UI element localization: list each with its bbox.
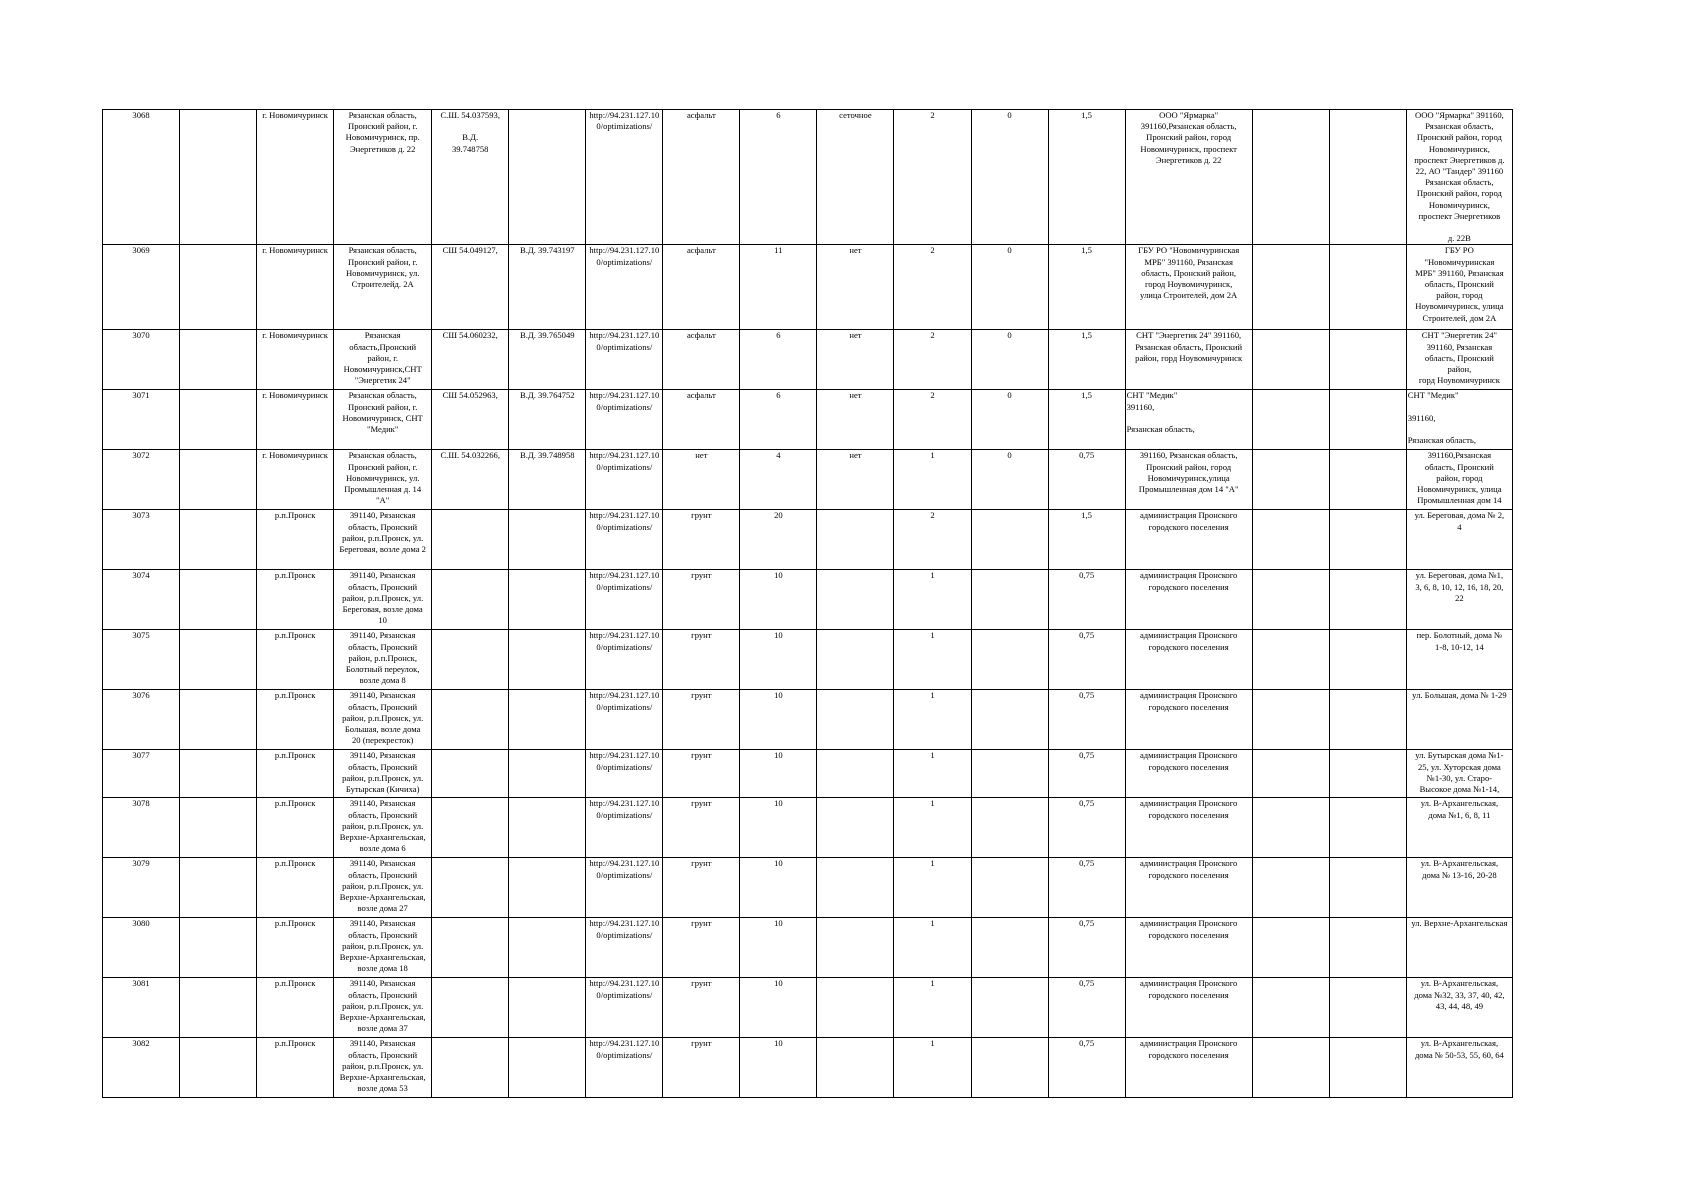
cell-volume: 0,75 [1048, 978, 1125, 1038]
cell-containers: 1 [894, 690, 971, 750]
cell-col-2 [180, 630, 257, 690]
cell-surface: грунт [663, 750, 740, 798]
cell-owner: администрация Пронского городского поселения [1125, 570, 1252, 630]
cell-containers: 1 [894, 798, 971, 858]
cell-locality: р.п.Пронск [257, 690, 334, 750]
cell-served-objects: ул. В-Архангельская, дома № 50-53, 55, 60, 64 [1406, 1038, 1512, 1098]
cell-latitude [432, 1038, 509, 1098]
cell-address: Рязанская область,Пронский район, г. Новомичуринск,СНТ "Энергетик 24" [334, 330, 432, 390]
cell-locality: р.п.Пронск [257, 510, 334, 570]
cell-col-15 [1252, 330, 1329, 390]
cell-owner: ООО "Ярмарка" 391160,Рязанская область, Пронский район, город Новомичуринск, проспект Энергетиков д. 22 [1125, 110, 1252, 245]
table-row [103, 1038, 1513, 1098]
cell-locality: р.п.Пронск [257, 750, 334, 798]
cell-surface: асфальт [663, 110, 740, 245]
cell-row-number: 3079 [103, 858, 180, 918]
cell-latitude: С.Ш. 54.032266, [432, 450, 509, 510]
cell-latitude [432, 630, 509, 690]
cell-longitude: В.Д. 39.765049 [509, 330, 586, 390]
cell-area: 10 [740, 570, 817, 630]
cell-served-objects: пер. Болотный, дома № 1-8, 10-12, 14 [1406, 630, 1512, 690]
cell-map-link[interactable]: http://94.231.127.10 0/optimizations/ [586, 570, 663, 630]
cell-col-15 [1252, 918, 1329, 978]
cell-surface: нет [663, 450, 740, 510]
cell-containers: 1 [894, 1038, 971, 1098]
cell-served-objects: ул. Береговая, дома №1, 3, 6, 8, 10, 12, 16, 18, 20, 22 [1406, 570, 1512, 630]
cell-fence [817, 1038, 894, 1098]
cell-col-15 [1252, 630, 1329, 690]
cell-area: 11 [740, 245, 817, 330]
cell-fence [817, 510, 894, 570]
cell-map-link[interactable]: http://94.231.127.10 0/optimizations/ [586, 978, 663, 1038]
cell-col-16 [1329, 858, 1406, 918]
cell-surface: грунт [663, 918, 740, 978]
cell-fence [817, 978, 894, 1038]
cell-address: 391140, Рязанская область, Пронский район, р.п.Пронск, ул. Верхне-Архангельская, возле дома 27 [334, 858, 432, 918]
cell-map-link[interactable]: http://94.231.127.10 0/optimizations/ [586, 630, 663, 690]
cell-col-16 [1329, 690, 1406, 750]
cell-row-number: 3073 [103, 510, 180, 570]
cell-containers: 1 [894, 978, 971, 1038]
cell-area: 6 [740, 390, 817, 450]
cell-row-number: 3081 [103, 978, 180, 1038]
cell-surface: грунт [663, 798, 740, 858]
cell-col-16 [1329, 1038, 1406, 1098]
table-row [103, 690, 1513, 750]
cell-row-number: 3068 [103, 110, 180, 245]
cell-locality: г. Новомичуринск [257, 450, 334, 510]
cell-col-15 [1252, 450, 1329, 510]
table-row [103, 330, 1513, 390]
cell-map-link[interactable]: http://94.231.127.10 0/optimizations/ [586, 690, 663, 750]
cell-col-16 [1329, 245, 1406, 330]
cell-longitude [509, 570, 586, 630]
cell-served-objects: ООО "Ярмарка" 391160, Рязанская область, Пронский район, город Новомичуринск, проспект Энергетиков д. 22, АО "Тандер" 391160 Рязанская область, Пронский район, город Новомичуринск, проспект Энергетиков д. 22В [1406, 110, 1512, 245]
cell-col-16 [1329, 110, 1406, 245]
cell-latitude [432, 510, 509, 570]
table-row [103, 918, 1513, 978]
cell-latitude [432, 750, 509, 798]
cell-col-15 [1252, 245, 1329, 330]
cell-bunkers [971, 750, 1048, 798]
cell-area: 10 [740, 858, 817, 918]
cell-fence [817, 798, 894, 858]
cell-map-link[interactable]: http://94.231.127.10 0/optimizations/ [586, 245, 663, 330]
cell-longitude: В.Д. 39.748958 [509, 450, 586, 510]
cell-address: 391140, Рязанская область, Пронский район, р.п.Пронск, ул. Бутырская (Кичиха) [334, 750, 432, 798]
cell-longitude [509, 750, 586, 798]
cell-containers: 2 [894, 245, 971, 330]
cell-served-objects: СНТ "Энергетик 24" 391160, Рязанская область, Пронский район, горд Ноувомичуринск [1406, 330, 1512, 390]
cell-bunkers: 0 [971, 390, 1048, 450]
cell-area: 10 [740, 978, 817, 1038]
cell-locality: р.п.Пронск [257, 570, 334, 630]
cell-fence [817, 570, 894, 630]
cell-owner: администрация Пронского городского поселения [1125, 630, 1252, 690]
cell-col-15 [1252, 798, 1329, 858]
cell-fence [817, 630, 894, 690]
cell-map-link[interactable]: http://94.231.127.10 0/optimizations/ [586, 1038, 663, 1098]
cell-address: 391140, Рязанская область, Пронский район, р.п.Пронск, ул. Верхне-Архангельская, возле дома 53 [334, 1038, 432, 1098]
cell-owner: администрация Пронского городского поселения [1125, 918, 1252, 978]
cell-col-15 [1252, 1038, 1329, 1098]
cell-locality: г. Новомичуринск [257, 245, 334, 330]
cell-longitude [509, 690, 586, 750]
cell-served-objects: ул. Большая, дома № 1-29 [1406, 690, 1512, 750]
cell-col-2 [180, 110, 257, 245]
cell-col-16 [1329, 450, 1406, 510]
table-row [103, 110, 1513, 245]
cell-col-2 [180, 978, 257, 1038]
cell-area: 10 [740, 750, 817, 798]
cell-address: 391140, Рязанская область, Пронский район, р.п.Пронск, ул. Верхне-Архангельская, возле дома 37 [334, 978, 432, 1038]
cell-map-link[interactable]: http://94.231.127.10 0/optimizations/ [586, 390, 663, 450]
cell-address: Рязанская область, Пронский район, г. Новомичуринск, СНТ "Медик" [334, 390, 432, 450]
cell-col-15 [1252, 750, 1329, 798]
cell-surface: грунт [663, 978, 740, 1038]
cell-area: 20 [740, 510, 817, 570]
cell-col-16 [1329, 330, 1406, 390]
cell-longitude [509, 798, 586, 858]
cell-served-objects: ул. В-Архангельская, дома №1, 6, 8, 11 [1406, 798, 1512, 858]
cell-fence [817, 750, 894, 798]
cell-address: 391140, Рязанская область, Пронский район, р.п.Пронск, ул. Верхне-Архангельская, возле дома 18 [334, 918, 432, 978]
cell-volume: 1,5 [1048, 330, 1125, 390]
cell-latitude: СШ 54.052963, [432, 390, 509, 450]
cell-surface: грунт [663, 858, 740, 918]
cell-col-16 [1329, 978, 1406, 1038]
cell-locality: р.п.Пронск [257, 798, 334, 858]
cell-containers: 1 [894, 450, 971, 510]
cell-map-link[interactable]: http://94.231.127.10 0/optimizations/ [586, 798, 663, 858]
cell-longitude [509, 110, 586, 245]
cell-row-number: 3080 [103, 918, 180, 978]
cell-area: 10 [740, 798, 817, 858]
cell-row-number: 3070 [103, 330, 180, 390]
cell-surface: асфальт [663, 330, 740, 390]
cell-col-15 [1252, 978, 1329, 1038]
cell-bunkers: 0 [971, 450, 1048, 510]
cell-fence [817, 690, 894, 750]
cell-row-number: 3071 [103, 390, 180, 450]
cell-row-number: 3082 [103, 1038, 180, 1098]
cell-col-15 [1252, 690, 1329, 750]
cell-latitude [432, 798, 509, 858]
cell-volume: 0,75 [1048, 918, 1125, 978]
cell-col-2 [180, 750, 257, 798]
cell-longitude: В.Д. 39.743197 [509, 245, 586, 330]
cell-volume: 0,75 [1048, 858, 1125, 918]
cell-locality: г. Новомичуринск [257, 330, 334, 390]
cell-containers: 1 [894, 570, 971, 630]
cell-owner: администрация Пронского городского поселения [1125, 690, 1252, 750]
cell-bunkers [971, 690, 1048, 750]
cell-served-objects: 391160,Рязанская область, Пронский район, город Новомичуринск, улица Промышленная дом 14 [1406, 450, 1512, 510]
cell-fence: нет [817, 245, 894, 330]
cell-longitude [509, 858, 586, 918]
cell-col-15 [1252, 570, 1329, 630]
cell-served-objects: ул. В-Архангельская, дома №32, 33, 37, 40, 42, 43, 44, 48, 49 [1406, 978, 1512, 1038]
table-row [103, 510, 1513, 570]
cell-containers: 1 [894, 750, 971, 798]
table-row [103, 858, 1513, 918]
cell-row-number: 3078 [103, 798, 180, 858]
cell-volume: 1,5 [1048, 245, 1125, 330]
table-row [103, 798, 1513, 858]
cell-locality: р.п.Пронск [257, 858, 334, 918]
cell-col-2 [180, 858, 257, 918]
cell-bunkers [971, 858, 1048, 918]
cell-col-16 [1329, 750, 1406, 798]
cell-latitude [432, 690, 509, 750]
cell-volume: 0,75 [1048, 1038, 1125, 1098]
cell-locality: р.п.Пронск [257, 978, 334, 1038]
cell-latitude [432, 918, 509, 978]
cell-locality: г. Новомичуринск [257, 110, 334, 245]
cell-col-16 [1329, 390, 1406, 450]
cell-latitude: С.Ш. 54.037593, В.Д. 39.748758 [432, 110, 509, 245]
cell-surface: грунт [663, 1038, 740, 1098]
cell-served-objects: ГБУ РО "Новомичуринская МРБ" 391160, Рязанская область, Пронский район, город Ноувомичуринск, улица Строителей, дом 2А [1406, 245, 1512, 330]
cell-owner: администрация Пронского городского поселения [1125, 978, 1252, 1038]
cell-served-objects: ул. Бутырская дома №1- 25, ул. Хуторская дома №1-30, ул. Старо- Высокое дома №1-14, [1406, 750, 1512, 798]
cell-address: 391140, Рязанская область, Пронский район, р.п.Пронск, ул. Береговая, возле дома 2 [334, 510, 432, 570]
cell-volume: 0,75 [1048, 690, 1125, 750]
cell-volume: 1,5 [1048, 510, 1125, 570]
cell-area: 4 [740, 450, 817, 510]
table-body [103, 110, 1513, 1098]
cell-surface: грунт [663, 570, 740, 630]
table-row [103, 245, 1513, 330]
cell-surface: грунт [663, 510, 740, 570]
cell-map-link[interactable]: http://94.231.127.10 0/optimizations/ [586, 750, 663, 798]
cell-map-link[interactable]: http://94.231.127.10 0/optimizations/ [586, 450, 663, 510]
cell-longitude [509, 510, 586, 570]
cell-bunkers [971, 978, 1048, 1038]
cell-containers: 1 [894, 918, 971, 978]
cell-bunkers [971, 510, 1048, 570]
cell-longitude [509, 918, 586, 978]
cell-bunkers: 0 [971, 110, 1048, 245]
cell-map-link[interactable]: http://94.231.127.10 0/optimizations/ [586, 110, 663, 245]
table-row [103, 450, 1513, 510]
cell-area: 10 [740, 690, 817, 750]
cell-owner: администрация Пронского городского поселения [1125, 750, 1252, 798]
cell-fence: нет [817, 390, 894, 450]
cell-row-number: 3069 [103, 245, 180, 330]
cell-owner: администрация Пронского городского поселения [1125, 798, 1252, 858]
cell-map-link[interactable]: http://94.231.127.10 0/optimizations/ [586, 918, 663, 978]
table-row [103, 630, 1513, 690]
cell-containers: 2 [894, 330, 971, 390]
cell-area: 10 [740, 918, 817, 978]
cell-longitude [509, 978, 586, 1038]
cell-bunkers: 0 [971, 330, 1048, 390]
cell-served-objects: ул. Береговая, дома № 2, 4 [1406, 510, 1512, 570]
cell-longitude [509, 630, 586, 690]
cell-surface: асфальт [663, 245, 740, 330]
cell-row-number: 3076 [103, 690, 180, 750]
cell-map-link[interactable]: http://94.231.127.10 0/optimizations/ [586, 330, 663, 390]
cell-served-objects: СНТ "Медик" 391160, Рязанская область, [1406, 390, 1512, 450]
cell-owner: ГБУ РО "Новомичуринская МРБ" 391160, Рязанская область, Пронский район, город Ноувомичуринск, улица Строителей, дом 2А [1125, 245, 1252, 330]
cell-volume: 0,75 [1048, 630, 1125, 690]
cell-owner: администрация Пронского городского поселения [1125, 858, 1252, 918]
cell-area: 10 [740, 630, 817, 690]
cell-col-2 [180, 918, 257, 978]
cell-area: 6 [740, 110, 817, 245]
cell-latitude: СШ 54.049127, [432, 245, 509, 330]
cell-bunkers [971, 570, 1048, 630]
cell-served-objects: ул. Верхне-Архангельская [1406, 918, 1512, 978]
cell-locality: р.п.Пронск [257, 918, 334, 978]
cell-locality: р.п.Пронск [257, 630, 334, 690]
cell-surface: грунт [663, 690, 740, 750]
cell-fence: сеточное [817, 110, 894, 245]
cell-containers: 2 [894, 390, 971, 450]
cell-longitude: В.Д. 39.764752 [509, 390, 586, 450]
cell-col-16 [1329, 918, 1406, 978]
cell-volume: 1,5 [1048, 110, 1125, 245]
cell-col-2 [180, 798, 257, 858]
cell-col-16 [1329, 630, 1406, 690]
cell-bunkers [971, 798, 1048, 858]
cell-fence: нет [817, 330, 894, 390]
cell-col-2 [180, 330, 257, 390]
cell-owner: 391160, Рязанская область, Пронский район, город Новомичуринск,улица Промышленная дом 14 "А" [1125, 450, 1252, 510]
table-row [103, 750, 1513, 798]
cell-address: Рязанская область, Пронский район, г. Новомичуринск, пр. Энергетиков д. 22 [334, 110, 432, 245]
cell-area: 6 [740, 330, 817, 390]
cell-map-link[interactable]: http://94.231.127.10 0/optimizations/ [586, 510, 663, 570]
cell-surface: асфальт [663, 390, 740, 450]
cell-address: 391140, Рязанская область, Пронский район, р.п.Пронск, Болотный переулок, возле дома 8 [334, 630, 432, 690]
cell-row-number: 3077 [103, 750, 180, 798]
cell-volume: 0,75 [1048, 450, 1125, 510]
registry-table [102, 109, 1513, 1098]
cell-address: Рязанская область, Пронский район, г. Новомичуринск, ул. Промышленная д. 14 "А" [334, 450, 432, 510]
cell-address: 391140, Рязанская область, Пронский район, р.п.Пронск, ул. Большая, возле дома 20 (перекресток) [334, 690, 432, 750]
cell-col-16 [1329, 798, 1406, 858]
cell-owner: администрация Пронского городского поселения [1125, 510, 1252, 570]
table-row [103, 978, 1513, 1038]
cell-row-number: 3074 [103, 570, 180, 630]
cell-locality: р.п.Пронск [257, 1038, 334, 1098]
cell-containers: 1 [894, 630, 971, 690]
cell-owner: администрация Пронского городского поселения [1125, 1038, 1252, 1098]
table-row [103, 570, 1513, 630]
cell-col-16 [1329, 510, 1406, 570]
cell-address: Рязанская область, Пронский район, г. Новомичуринск, ул. Строителейд. 2А [334, 245, 432, 330]
cell-latitude [432, 570, 509, 630]
cell-bunkers: 0 [971, 245, 1048, 330]
table-row [103, 390, 1513, 450]
cell-latitude: СШ 54.060232, [432, 330, 509, 390]
cell-address: 391140, Рязанская область, Пронский район, р.п.Пронск, ул. Береговая, возле дома 10 [334, 570, 432, 630]
cell-col-16 [1329, 570, 1406, 630]
cell-surface: грунт [663, 630, 740, 690]
cell-fence [817, 918, 894, 978]
cell-col-2 [180, 570, 257, 630]
cell-volume: 1,5 [1048, 390, 1125, 450]
cell-owner: СНТ "Медик" 391160, Рязанская область, [1125, 390, 1252, 450]
cell-col-15 [1252, 858, 1329, 918]
cell-volume: 0,75 [1048, 750, 1125, 798]
cell-latitude [432, 978, 509, 1038]
cell-area: 10 [740, 1038, 817, 1098]
cell-col-15 [1252, 510, 1329, 570]
cell-bunkers [971, 918, 1048, 978]
cell-col-2 [180, 1038, 257, 1098]
cell-map-link[interactable]: http://94.231.127.10 0/optimizations/ [586, 858, 663, 918]
cell-containers: 1 [894, 858, 971, 918]
cell-containers: 2 [894, 510, 971, 570]
cell-bunkers [971, 1038, 1048, 1098]
cell-col-2 [180, 690, 257, 750]
cell-latitude [432, 858, 509, 918]
cell-col-2 [180, 245, 257, 330]
cell-bunkers [971, 630, 1048, 690]
cell-col-15 [1252, 110, 1329, 245]
cell-col-15 [1252, 390, 1329, 450]
cell-fence [817, 858, 894, 918]
cell-row-number: 3075 [103, 630, 180, 690]
cell-volume: 0,75 [1048, 798, 1125, 858]
cell-volume: 0,75 [1048, 570, 1125, 630]
cell-owner: СНТ "Энергетик 24" 391160, Рязанская область, Пронский район, горд Ноувомичуринск [1125, 330, 1252, 390]
cell-longitude [509, 1038, 586, 1098]
cell-col-2 [180, 450, 257, 510]
cell-fence: нет [817, 450, 894, 510]
cell-col-2 [180, 390, 257, 450]
cell-col-2 [180, 510, 257, 570]
cell-row-number: 3072 [103, 450, 180, 510]
cell-containers: 2 [894, 110, 971, 245]
cell-locality: г. Новомичуринск [257, 390, 334, 450]
cell-served-objects: ул. В-Архангельская, дома № 13-16, 20-28 [1406, 858, 1512, 918]
cell-address: 391140, Рязанская область, Пронский район, р.п.Пронск, ул. Верхне-Архангельская, возле дома 6 [334, 798, 432, 858]
